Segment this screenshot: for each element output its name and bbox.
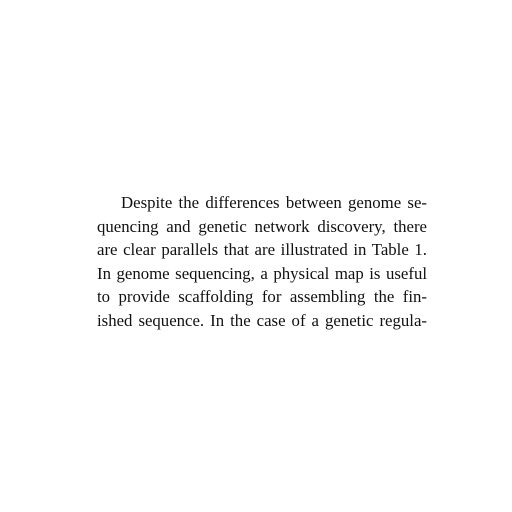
body-paragraph: [97, 191, 427, 333]
text-line: quencing and genetic network discovery, there: [97, 216, 427, 236]
text-line: to provide scaffolding for assembling the fin-: [97, 287, 427, 307]
text-line: ished sequence. In the case of a genetic regula-: [97, 310, 427, 330]
text-line: Despite the differences between genome se-: [121, 193, 427, 212]
text-line: In genome sequencing, a physical map is useful: [97, 263, 427, 283]
text-line: are clear parallels that are illustrated in Table 1.: [97, 240, 427, 260]
